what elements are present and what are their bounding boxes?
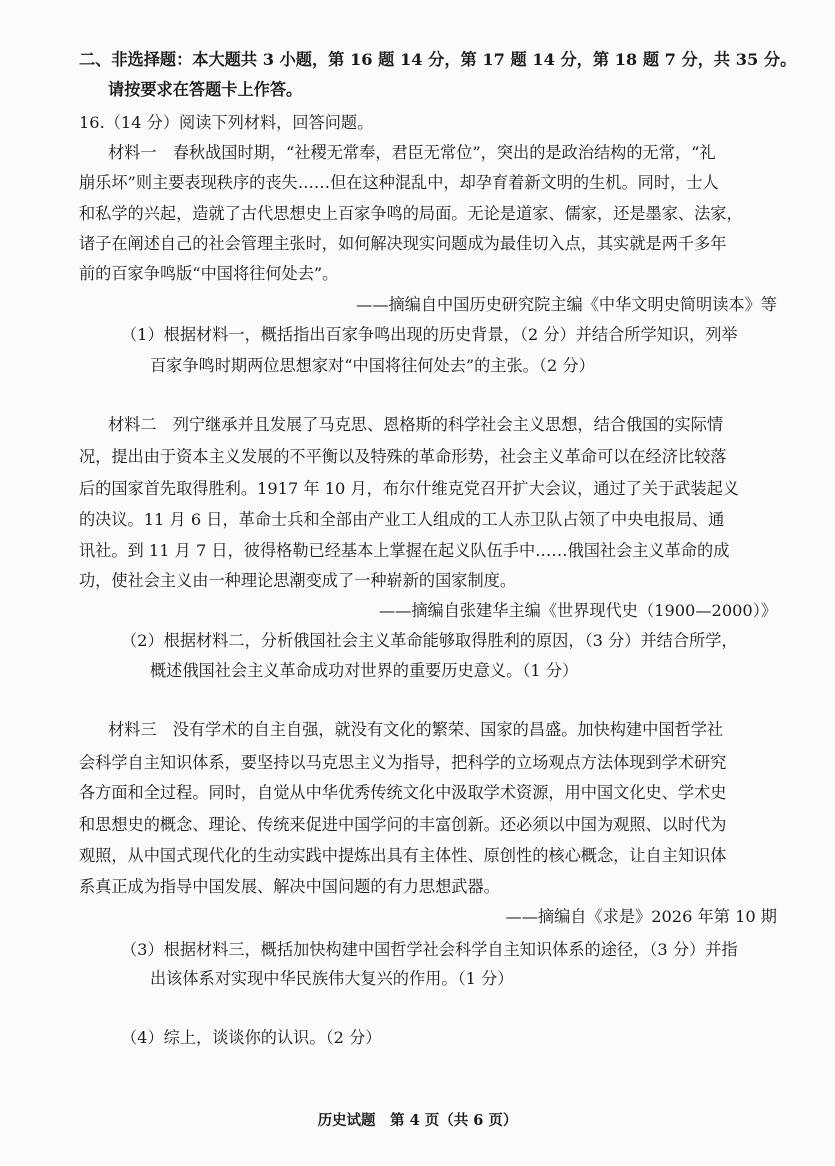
material-1-line: 前的百家争鸣版“中国将往何处去”。	[79, 264, 339, 283]
sub-question-3-line: （3）根据材料三，概括加快构建中国哲学社会科学自主知识体系的途径，（3 分）并指	[121, 940, 738, 959]
sub-question-1-line: 百家争鸣时期两位思想家对“中国将往何处去”的主张。（2 分）	[150, 356, 595, 375]
material-2-line: 况，提出由于资本主义发展的不平衡以及特殊的革命形势，社会主义革命可以在经济比较落	[79, 447, 727, 466]
material-3-line: 各方面和全过程。同时，自觉从中华优秀传统文化中汲取学术资源，用中国文化史、学术史	[79, 783, 727, 802]
material-1-line: 材料一 春秋战国时期，“社稷无常奉，君臣无常位”，突出的是政治结构的无常，“礼	[108, 143, 716, 162]
section-header-line-1: 二、非选择题：本大题共 3 小题，第 16 题 14 分，第 17 题 14 分，第 18 题 7 分，共 35 分。	[79, 50, 797, 69]
material-2-line: 的决议。11 月 6 日，革命士兵和全部由产业工人组成的工人赤卫队占领了中央电报局、通	[79, 510, 725, 529]
material-1-line: 崩乐坏”则主要表现秩序的丧失……但在这种混乱中，却孕育着新文明的生机。同时，士人	[79, 173, 719, 192]
sub-question-3-line: 出该体系对实现中华民族伟大复兴的作用。（1 分）	[150, 969, 514, 988]
sub-question-2-line: （2）根据材料二，分析俄国社会主义革命能够取得胜利的原因，（3 分）并结合所学，	[121, 631, 738, 650]
material-2-line: 功，使社会主义由一种理论思潮变成了一种崭新的国家制度。	[79, 571, 517, 590]
material-3-line: 和思想史的概念、理论、传统来促进中国学问的丰富创新。还必须以中国为观照、以时代为	[79, 815, 727, 834]
material-2-line: 材料二 列宁继承并且发展了马克思、恩格斯的科学社会主义思想，结合俄国的实际情	[108, 415, 724, 434]
material-2-line: 后的国家首先取得胜利。1917 年 10 月，布尔什维克党召开扩大会议，通过了关于武装起义	[79, 479, 739, 498]
material-3-line: 材料三 没有学术的自主自强，就没有文化的繁荣、国家的昌盛。加快构建中国哲学社	[108, 720, 724, 739]
material-1-line: 和私学的兴起，造就了古代思想史上百家争鸣的局面。无论是道家、儒家，还是墨家、法家，	[79, 204, 743, 223]
section-header-line-2: 请按要求在答题卡上作答。	[108, 80, 303, 99]
material-1-line: 诸子在阐述自己的社会管理主张时，如何解决现实问题成为最佳切入点，其实就是两千多年	[79, 234, 727, 253]
material-3-line: 观照，从中国式现代化的生动实践中提炼出具有主体性、原创性的核心概念，让自主知识体	[79, 846, 727, 865]
material-3-line: 会科学自主知识体系，要坚持以马克思主义为指导，把科学的立场观点方法体现到学术研究	[79, 753, 727, 772]
question-title: 16.（14 分）阅读下列材料，回答问题。	[79, 113, 374, 132]
material-1-source: ——摘编自中国历史研究院主编《中华文明史简明读本》等	[356, 295, 777, 314]
sub-question-1-line: （1）根据材料一，概括指出百家争鸣出现的历史背景，（2 分）并结合所学知识，列举	[121, 325, 738, 344]
material-2-line: 讯社。到 11 月 7 日，彼得格勒已经基本上掌握在起义队伍手中……俄国社会主义革命的成	[79, 541, 730, 560]
material-2-source: ——摘编自张建华主编《世界现代史（1900—2000）》	[378, 601, 777, 620]
page-footer: 历史试题 第 4 页（共 6 页）	[317, 1112, 518, 1129]
sub-question-4: （4）综上，谈谈你的认识。（2 分）	[121, 1028, 382, 1047]
material-3-line: 系真正成为指导中国发展、解决中国问题的有力思想武器。	[79, 877, 500, 896]
sub-question-2-line: 概述俄国社会主义革命成功对世界的重要历史意义。（1 分）	[150, 661, 579, 680]
material-3-source: ——摘编自《求是》2026 年第 10 期	[505, 907, 777, 926]
